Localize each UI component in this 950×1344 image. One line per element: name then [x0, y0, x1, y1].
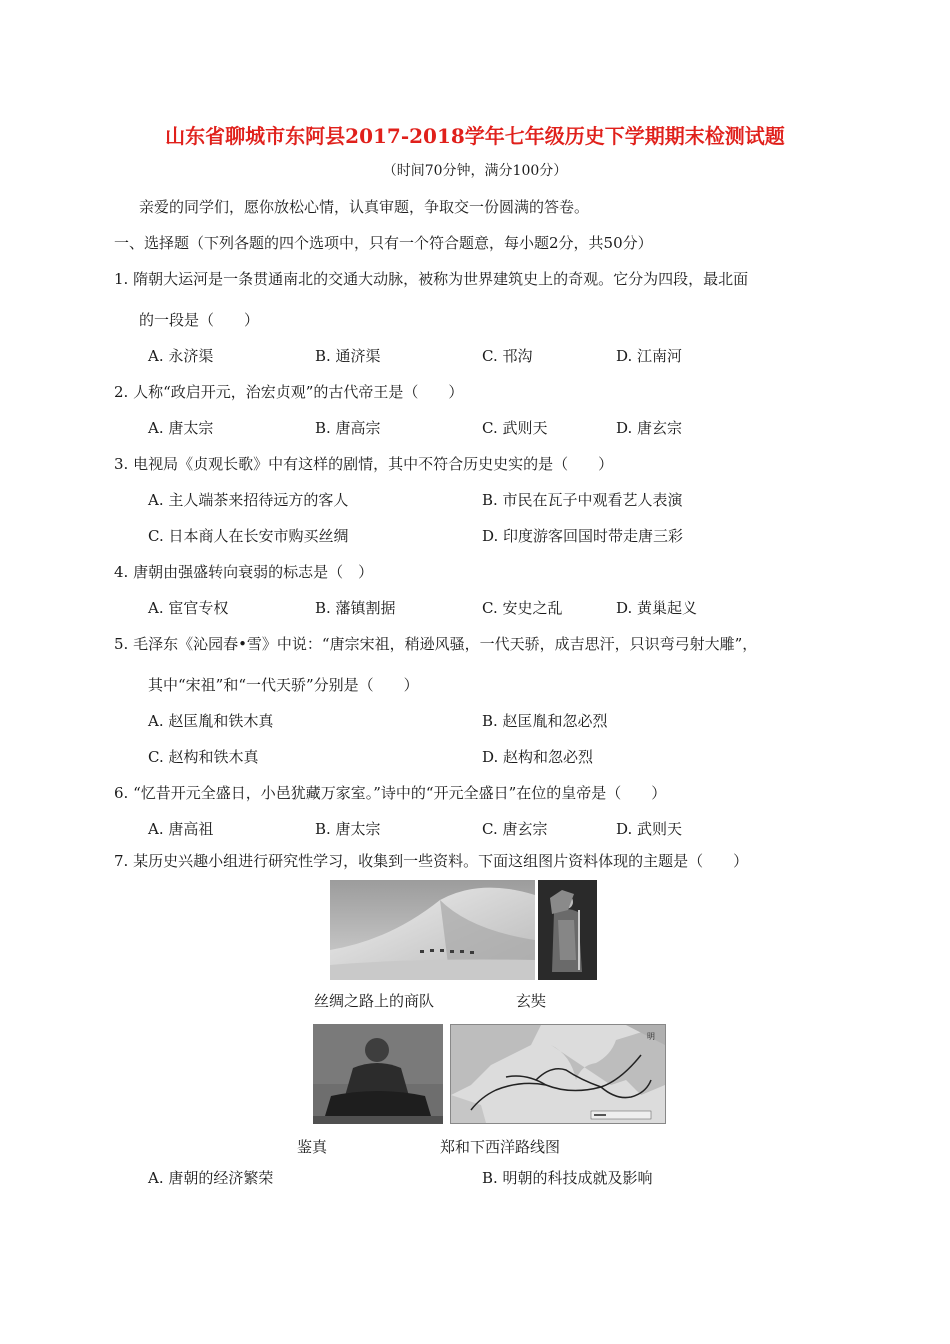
q1-option-a: A. 永济渠	[148, 347, 214, 365]
q2-option-d: D. 唐玄宗	[616, 419, 683, 437]
q6-option-d: D. 武则天	[616, 820, 683, 838]
q3-option-d: D. 印度游客回国时带走唐三彩	[482, 527, 684, 545]
question-2-text: 2. 人称“政启开元，治宏贞观”的古代帝王是（ ）	[114, 383, 464, 401]
q6-option-c: C. 唐玄宗	[482, 820, 548, 838]
q6-option-a: A. 唐高祖	[148, 820, 214, 838]
xuanzang-image	[538, 880, 597, 980]
q7-option-a: A. 唐朝的经济繁荣	[148, 1169, 274, 1187]
q1-option-d: D. 江南河	[616, 347, 683, 365]
silk-road-caravan-image	[330, 880, 535, 980]
q3-option-a: A. 主人端茶来招待远方的客人	[148, 491, 349, 509]
question-6-text: 6. “忆昔开元全盛日，小邑犹藏万家室。”诗中的“开元全盛日”在位的皇帝是（ ）	[114, 784, 667, 802]
q5-option-d: D. 赵构和忽必烈	[482, 748, 594, 766]
zhenghe-route-map	[450, 1024, 666, 1124]
jianzhen-image	[313, 1024, 443, 1124]
q5-option-a: A. 赵匡胤和铁木真	[148, 712, 274, 730]
question-5-text-cont: 其中“宋祖”和“一代天骄”分别是（ ）	[148, 676, 419, 694]
question-5-text: 5. 毛泽东《沁园春•雪》中说：“唐宗宋祖，稍逊风骚，一代天骄，成吉思汗，只识弯弓射大雕”，	[114, 635, 758, 653]
q6-option-b: B. 唐太宗	[315, 820, 381, 838]
exam-subtitle: （时间70分钟，满分100分）	[382, 163, 568, 179]
q2-option-c: C. 武则天	[482, 419, 548, 437]
question-1-text-cont: 的一段是（ ）	[139, 311, 260, 329]
question-7-text: 7. 某历史兴趣小组进行研究性学习，收集到一些资料。下面这组图片资料体现的主题是（ ）	[114, 852, 749, 870]
q4-option-a: A. 宦官专权	[148, 599, 229, 617]
zhenghe-caption: 郑和下西洋路线图	[440, 1138, 561, 1156]
q5-option-b: B. 赵匡胤和忽必烈	[482, 712, 608, 730]
q2-option-b: B. 唐高宗	[315, 419, 381, 437]
silk-road-caption: 丝绸之路上的商队	[314, 992, 435, 1010]
q4-option-d: D. 黄巢起义	[616, 599, 698, 617]
question-4-text: 4. 唐朝由强盛转向衰弱的标志是（ ）	[114, 563, 374, 581]
jianzhen-caption: 鉴真	[297, 1138, 328, 1156]
q4-option-b: B. 藩镇割据	[315, 599, 396, 617]
q1-option-c: C. 邗沟	[482, 347, 533, 365]
question-3-text: 3. 电视局《贞观长歌》中有这样的剧情，其中不符合历史史实的是（ ）	[114, 455, 614, 473]
question-1-text: 1. 隋朝大运河是一条贯通南北的交通大动脉，被称为世界建筑史上的奇观。它分为四段，最北面	[114, 270, 749, 288]
q2-option-a: A. 唐太宗	[148, 419, 214, 437]
q4-option-c: C. 安史之乱	[482, 599, 563, 617]
q3-option-b: B. 市民在瓦子中观看艺人表演	[482, 491, 683, 509]
q5-option-c: C. 赵构和铁木真	[148, 748, 259, 766]
section-heading: 一、选择题（下列各题的四个选项中，只有一个符合题意，每小题2分，共50分）	[114, 234, 653, 252]
map-label-ming: 明	[647, 1032, 655, 1041]
xuanzang-caption: 玄奘	[516, 992, 547, 1010]
q3-option-c: C. 日本商人在长安市购买丝绸	[148, 527, 349, 545]
q7-option-b: B. 明朝的科技成就及影响	[482, 1169, 653, 1187]
q1-option-b: B. 通济渠	[315, 347, 381, 365]
intro-text: 亲爱的同学们，愿你放松心情，认真审题，争取交一份圆满的答卷。	[139, 198, 590, 216]
exam-title: 山东省聊城市东阿县2017-2018学年七年级历史下学期期末检测试题	[165, 124, 785, 148]
